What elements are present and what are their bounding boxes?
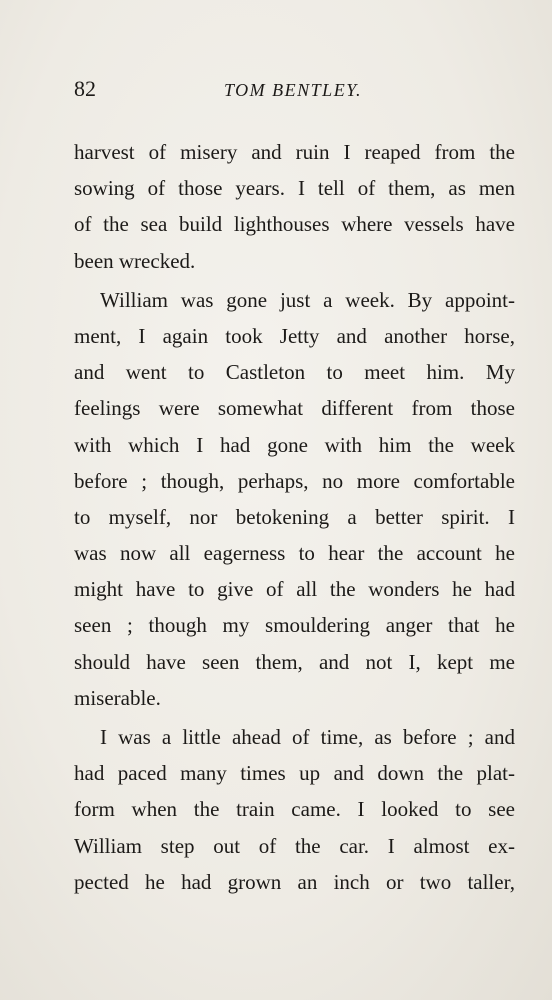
text-line: miserable. <box>74 685 161 710</box>
body-text <box>74 134 515 900</box>
page-number: 82 <box>74 76 96 101</box>
text-line: been wrecked. <box>74 248 196 273</box>
text-line: to myself, nor betokening a better spirit. I <box>74 504 515 529</box>
text-line: and went to Castleton to meet him. My <box>74 360 515 385</box>
paragraph-2 <box>74 282 515 716</box>
text-line: with which I had gone with him the week <box>74 432 515 457</box>
text-line: I was a little ahead of time, as before ; and <box>100 725 515 749</box>
text-line: form when the train came. I looked to see <box>74 797 515 822</box>
running-title: TOM BENTLEY. <box>224 80 363 100</box>
text-line: should have seen them, and not I, kept me <box>74 649 515 674</box>
page-header <box>74 76 514 106</box>
text-line: of the sea build lighthouses where vessels have <box>74 212 515 237</box>
paragraph-3 <box>74 719 515 900</box>
text-line: pected he had grown an inch or two taller, <box>74 869 515 894</box>
paragraph-1 <box>74 134 515 279</box>
text-line: sowing of those years. I tell of them, as men <box>74 176 515 201</box>
text-line: ment, I again took Jetty and another horse, <box>74 323 515 348</box>
text-line: had paced many times up and down the plat- <box>74 761 515 786</box>
text-line: harvest of misery and ruin I reaped from the <box>74 140 515 164</box>
text-line: seen ; though my smouldering anger that he <box>74 613 515 638</box>
text-line: feelings were somewhat different from those <box>74 396 515 421</box>
text-line: William was gone just a week. By appoint- <box>100 287 515 312</box>
text-line: William step out of the car. I almost ex- <box>74 833 515 858</box>
text-line: was now all eagerness to hear the account he <box>74 541 515 566</box>
text-line: before ; though, perhaps, no more comfortable <box>74 468 515 493</box>
text-line: might have to give of all the wonders he had <box>74 577 515 602</box>
